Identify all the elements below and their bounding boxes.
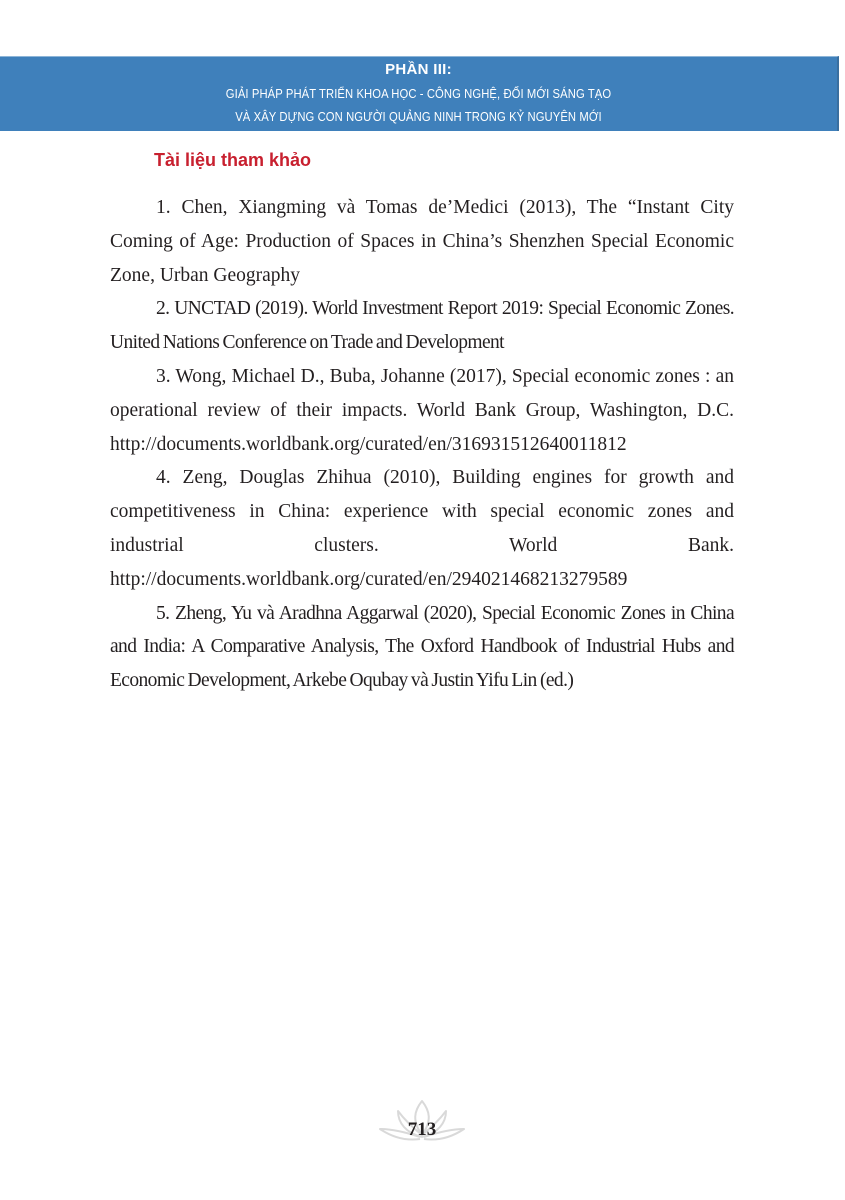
page-footer xyxy=(372,1097,472,1153)
page-number: 713 xyxy=(407,1119,437,1140)
part-subtitle-line-2: VÀ XÂY DỰNG CON NGƯỜI QUẢNG NINH TRONG KỶ NGUYÊN MỚI xyxy=(235,110,602,124)
reference-item: 5. Zheng, Yu và Aradhna Aggarwal (2020), Special Economic Zones in China and India: A Comparative Analysis, The Oxford Handbook of Industrial Hubs and Economic Development, Arkebe Oqubay và Justin Yifu Lin (ed.) xyxy=(110,602,734,692)
section-heading: Tài liệu tham khảo xyxy=(154,150,312,170)
reference-item: 1. Chen, Xiangming và Tomas de’Medici (2013), The “Instant City Coming of Age: Production of Spaces in China’s Shenzhen Special Economic Zone, Urban Geography xyxy=(110,197,734,286)
reference-item: 2. UNCTAD (2019). World Investment Report 2019: Special Economic Zones. United Nations Conference on Trade and Development xyxy=(110,298,734,354)
chapter-banner xyxy=(0,56,839,131)
reference-list xyxy=(110,191,734,698)
reference-item: 4. Zeng, Douglas Zhihua (2010), Building engines for growth and competitiveness in China: experience with special economic zones and industrial clusters. World Bank. http://documents.worldbank.org/curated/en/294021468213279589 xyxy=(110,467,734,590)
part-subtitle-line-1: GIẢI PHÁP PHÁT TRIỂN KHOA HỌC - CÔNG NGHỆ, ĐỔI MỚI SÁNG TẠO xyxy=(225,87,612,101)
reference-item: 3. Wong, Michael D., Buba, Johanne (2017), Special economic zones : an operational review of their impacts. World Bank Group, Washington, D.C. http://documents.worldbank.org/curated/en/316931512640011812 xyxy=(110,365,734,455)
part-title: PHẦN III: xyxy=(385,61,452,78)
